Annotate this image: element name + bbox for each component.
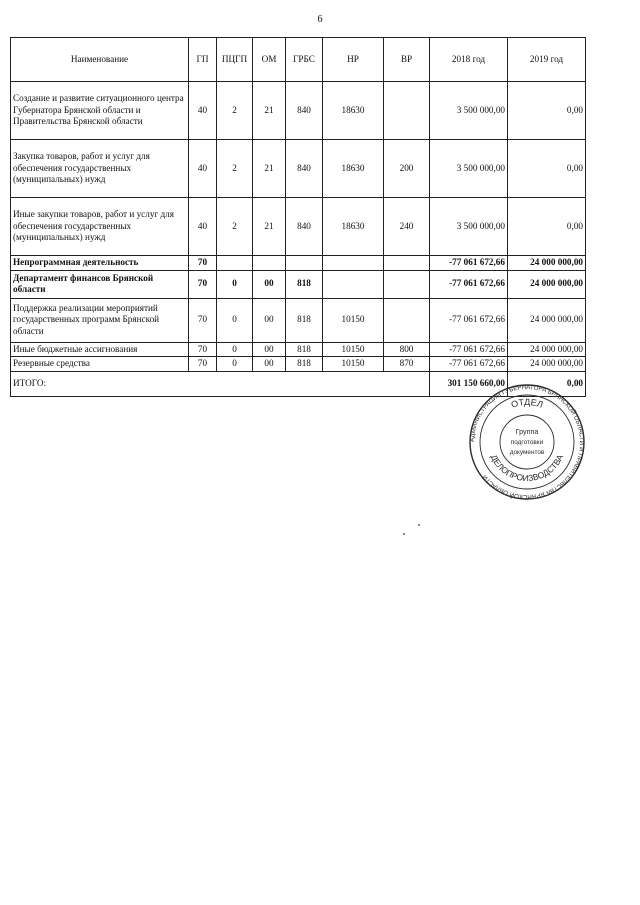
row-2018: 3 500 000,00 bbox=[430, 82, 508, 140]
seal-dept-top: ОТДЕЛ bbox=[509, 396, 545, 410]
official-seal bbox=[452, 383, 602, 501]
row-gp: 70 bbox=[189, 270, 217, 298]
row-gp: 70 bbox=[189, 342, 217, 357]
row-2019: 24 000 000,00 bbox=[508, 357, 586, 372]
table-row bbox=[11, 342, 586, 357]
row-nr: 18630 bbox=[323, 140, 384, 198]
row-nr: 10150 bbox=[323, 357, 384, 372]
row-2018: -77 061 672,66 bbox=[430, 256, 508, 271]
row-2018: -77 061 672,66 bbox=[430, 342, 508, 357]
row-vr: 200 bbox=[384, 140, 430, 198]
row-om: 00 bbox=[253, 357, 286, 372]
row-nr: 18630 bbox=[323, 82, 384, 140]
seal-dept-bottom: ДЕЛОПРОИЗВОДСТВА bbox=[488, 452, 566, 484]
row-2018: -77 061 672,66 bbox=[430, 298, 508, 342]
header-name: Наименование bbox=[11, 38, 189, 82]
row-name: Создание и развитие ситуационного центра Губернатора Брянской области и Правительства Брянской области bbox=[11, 82, 189, 140]
row-name: Департамент финансов Брянской области bbox=[11, 270, 189, 298]
row-nr: 10150 bbox=[323, 298, 384, 342]
header-pgp: ПЦГП bbox=[217, 38, 253, 82]
header-grbs: ГРБС bbox=[286, 38, 323, 82]
header-vr: ВР bbox=[384, 38, 430, 82]
row-gp: 40 bbox=[189, 140, 217, 198]
seal-graphic bbox=[452, 383, 602, 501]
row-vr bbox=[384, 270, 430, 298]
row-vr: 240 bbox=[384, 198, 430, 256]
row-2018: -77 061 672,66 bbox=[430, 357, 508, 372]
row-2019: 0,00 bbox=[508, 198, 586, 256]
row-gp: 70 bbox=[189, 298, 217, 342]
row-vr bbox=[384, 82, 430, 140]
row-vr bbox=[384, 298, 430, 342]
row-grbs: 818 bbox=[286, 298, 323, 342]
row-pgp: 2 bbox=[217, 140, 253, 198]
row-2019: 24 000 000,00 bbox=[508, 270, 586, 298]
row-gp: 40 bbox=[189, 198, 217, 256]
row-nr: 18630 bbox=[323, 198, 384, 256]
row-nr bbox=[323, 270, 384, 298]
row-2019: 0,00 bbox=[508, 140, 586, 198]
row-grbs bbox=[286, 256, 323, 271]
row-grbs: 840 bbox=[286, 82, 323, 140]
page-number: 6 bbox=[317, 14, 323, 25]
header-2018: 2018 год bbox=[430, 38, 508, 82]
row-om: 21 bbox=[253, 198, 286, 256]
row-name: Закупка товаров, работ и услуг для обеспечения государственных (муниципальных) нужд bbox=[11, 140, 189, 198]
table-row bbox=[11, 82, 586, 140]
table-row bbox=[11, 298, 586, 342]
table-row bbox=[11, 256, 586, 271]
row-name: Непрограммная деятельность bbox=[11, 256, 189, 271]
row-nr bbox=[323, 256, 384, 271]
row-vr: 870 bbox=[384, 357, 430, 372]
row-grbs: 818 bbox=[286, 342, 323, 357]
row-om: 00 bbox=[253, 270, 286, 298]
row-grbs: 818 bbox=[286, 270, 323, 298]
row-vr: 800 bbox=[384, 342, 430, 357]
row-om: 00 bbox=[253, 298, 286, 342]
row-pgp bbox=[217, 256, 253, 271]
row-pgp: 0 bbox=[217, 357, 253, 372]
row-name: Поддержка реализации мероприятий государственных программ Брянской области bbox=[11, 298, 189, 342]
total-2018: 301 150 660,00 bbox=[430, 371, 508, 396]
row-name: Резервные средства bbox=[11, 357, 189, 372]
row-om: 00 bbox=[253, 342, 286, 357]
row-vr bbox=[384, 256, 430, 271]
row-pgp: 2 bbox=[217, 82, 253, 140]
budget-table bbox=[10, 37, 586, 397]
table-row bbox=[11, 357, 586, 372]
row-2018: 3 500 000,00 bbox=[430, 140, 508, 198]
seal-inner-line1: Группа bbox=[515, 427, 539, 436]
scan-speck bbox=[418, 524, 420, 526]
table-row bbox=[11, 198, 586, 256]
row-2019: 24 000 000,00 bbox=[508, 256, 586, 271]
row-grbs: 840 bbox=[286, 140, 323, 198]
row-pgp: 0 bbox=[217, 342, 253, 357]
row-om: 21 bbox=[253, 82, 286, 140]
table-row bbox=[11, 270, 586, 298]
row-2018: 3 500 000,00 bbox=[430, 198, 508, 256]
row-grbs: 818 bbox=[286, 357, 323, 372]
row-gp: 40 bbox=[189, 82, 217, 140]
row-nr: 10150 bbox=[323, 342, 384, 357]
seal-inner-line2: подготовки bbox=[510, 439, 544, 446]
row-om: 21 bbox=[253, 140, 286, 198]
total-2019: 0,00 bbox=[508, 371, 586, 396]
header-nr: НР bbox=[323, 38, 384, 82]
scan-speck bbox=[403, 533, 405, 535]
table-header-row bbox=[11, 38, 586, 82]
row-pgp: 0 bbox=[217, 298, 253, 342]
row-2019: 24 000 000,00 bbox=[508, 342, 586, 357]
seal-outer-text: АДМИНИСТРАЦИЯ ГУБЕРНАТОРА БРЯНСКОЙ ОБЛАСТИ И ПРАВИТЕЛЬСТВА БРЯНСКОЙ ОБЛАСТИ bbox=[468, 383, 586, 501]
header-gp: ГП bbox=[189, 38, 217, 82]
header-2019: 2019 год bbox=[508, 38, 586, 82]
total-label: ИТОГО: bbox=[11, 371, 430, 396]
row-gp: 70 bbox=[189, 256, 217, 271]
row-om bbox=[253, 256, 286, 271]
row-pgp: 2 bbox=[217, 198, 253, 256]
row-gp: 70 bbox=[189, 357, 217, 372]
row-2019: 0,00 bbox=[508, 82, 586, 140]
row-2018: -77 061 672,66 bbox=[430, 270, 508, 298]
row-grbs: 840 bbox=[286, 198, 323, 256]
header-om: ОМ bbox=[253, 38, 286, 82]
row-2019: 24 000 000,00 bbox=[508, 298, 586, 342]
row-name: Иные закупки товаров, работ и услуг для обеспечения государственных (муниципальных) нужд bbox=[11, 198, 189, 256]
table-row bbox=[11, 140, 586, 198]
row-name: Иные бюджетные ассигнования bbox=[11, 342, 189, 357]
seal-inner-line3: документов bbox=[509, 449, 545, 456]
row-pgp: 0 bbox=[217, 270, 253, 298]
